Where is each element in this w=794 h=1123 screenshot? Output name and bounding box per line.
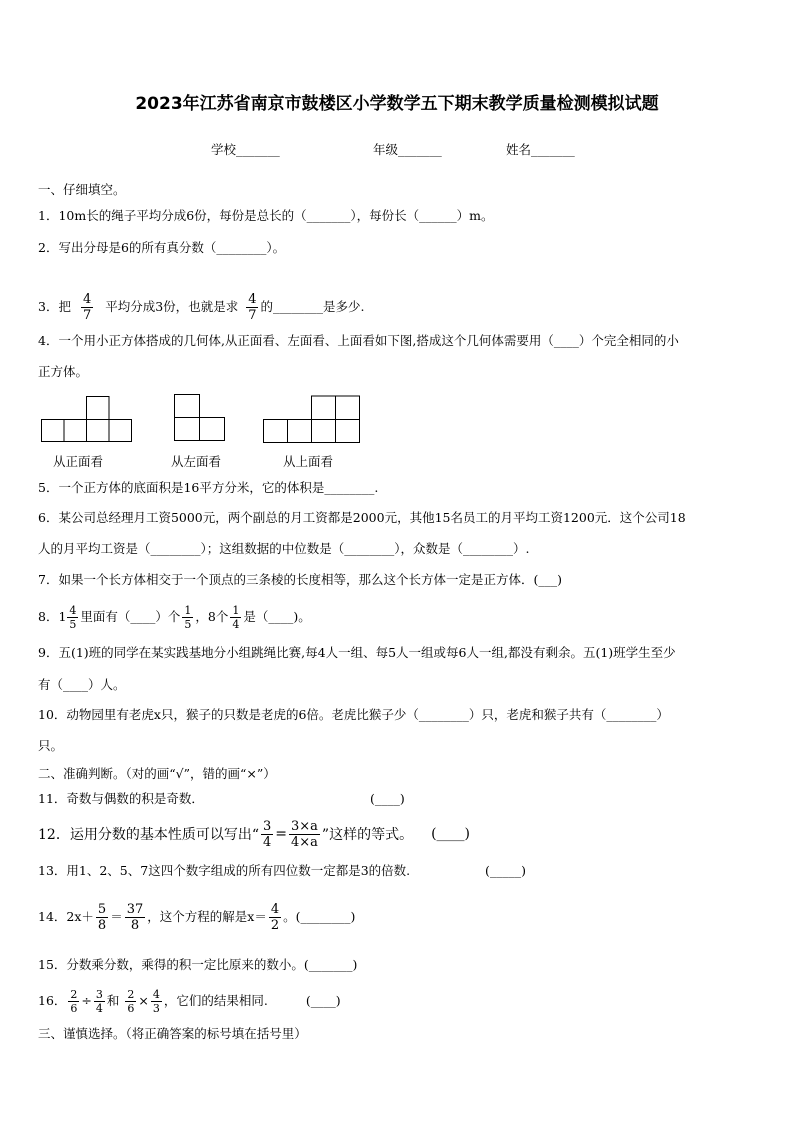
q14-suffix: 。(________) [283,909,356,924]
q14-fraction-2: $\frac{37}{8}$ [126,901,144,933]
q12-fraction-2: $\frac{3\times a}{4\times a}$ [291,818,318,850]
question-8 [38,600,311,634]
question-4-line1: 4．一个用小正方体搭成的几何体,从正面看、左面看、上面看如下图,搭成这个几何体需要用（____）个完全相同的小 [38,333,679,348]
q14-equals: ＝ [110,909,123,924]
q3-fraction-2: $\frac{4}{7}$ [248,291,257,323]
question-15: 15．分数乘分数，乘得的积一定比原来的数小。(_______) [38,957,358,972]
q12-answer-blank: (____) [431,826,471,842]
question-12 [38,814,470,854]
q14-fraction-1: $\frac{5}{8}$ [97,901,107,933]
question-16 [38,983,341,1019]
q14-middle: ，这个方程的解是x＝ [147,909,267,924]
q16-prefix: 16． [38,993,67,1008]
question-11: 11．奇数与偶数的积是奇数． [38,791,204,806]
left-view-label: 从左面看 [171,454,222,469]
q16-fraction-4: $\frac{4}{3}$ [152,987,160,1015]
q3-suffix: 的________是多少. [260,299,365,314]
q13-answer-blank: (_____) [485,863,527,878]
q12-prefix: 12．运用分数的基本性质可以写出“ [38,827,259,843]
question-9-line1: 9．五(1)班的同学在某实践基地分小组跳绳比赛,每4人一组、每5人一组或每6人一组,都没有剩余。五(1)班学生至少 [38,645,676,660]
q8-prefix: 8．1 [38,609,67,624]
question-6-line1: 6．某公司总经理月工资5000元，两个副总的月工资都是2000元，其他15名员工的月平均工资1200元．这个公司18 [38,510,686,525]
front-view-label: 从正面看 [53,454,104,469]
question-14 [38,897,355,937]
question-7: 7．如果一个长方体相交于一个顶点的三条棱的长度相等，那么这个长方体一定是正方体．(___) [38,572,562,587]
grade-field: 年级_______ [373,142,442,157]
top-view-diagram [263,395,361,444]
left-view-diagram [174,394,226,442]
front-view-diagram [41,396,133,443]
top-view-label: 从上面看 [283,454,334,469]
q3-middle: 平均分成3份，也就是求 [105,299,239,314]
question-4-line2: 正方体。 [38,364,89,379]
q16-answer-blank: (____) [305,993,341,1008]
question-2: 2．写出分母是6的所有真分数（________）。 [38,240,286,255]
question-9-line2: 有（____）人。 [38,677,126,692]
q12-suffix: ”这样的等式。 [321,827,414,843]
q16-fraction-1: $\frac{2}{6}$ [70,987,78,1015]
page-title: 2023年江苏省南京市鼓楼区小学数学五下期末教学质量检测模拟试题 [135,94,659,114]
q8-fraction-2: $\frac{1}{5}$ [184,603,192,631]
q12-equals: = [275,826,287,842]
question-5: 5．一个正方体的底面积是16平方分米，它的体积是________. [38,480,379,495]
name-field: 姓名_______ [506,142,575,157]
q16-suffix: ，它们的结果相同. [163,993,268,1008]
q14-fraction-3: $\frac{4}{2}$ [270,901,280,933]
q11-answer-blank: (____) [370,791,405,806]
question-6-line2: 人的月平均工资是（________）；这组数据的中位数是（________），众数是（________）. [38,541,530,556]
question-10-line1: 10．动物园里有老虎x只，猴子的只数是老虎的6倍。老虎比猴子少（________）只，老虎和猴子共有（________） [38,707,669,722]
question-13: 13．用1、2、5、7这四个数字组成的所有四位数一定都是3的倍数. [38,863,411,878]
q8-fraction-1: $\frac{4}{5}$ [69,603,77,631]
question-1: 1．10m长的绳子平均分成6份，每份是总长的（_______），每份长（______）m。 [38,208,494,223]
q16-multiply: × [138,993,149,1008]
school-field: 学校_______ [211,142,280,157]
section-heading-1: 一、仔细填空。 [38,182,126,197]
q16-divide: ÷ [81,993,92,1008]
q8-middle-1: 里面有（____）个 [80,609,181,624]
q3-fraction: $\frac{4}{7}$ [82,291,92,323]
question-10-line2: 只。 [38,738,64,753]
q8-middle-2: ，8个 [195,609,229,624]
q8-suffix: 是（____)。 [243,609,311,624]
section-heading-3: 三、谨慎选择。（将正确答案的标号填在括号里） [38,1026,307,1041]
section-heading-2: 二、准确判断。（对的画“√”，错的画“×”） [38,766,276,781]
q16-and: 和 [106,993,120,1008]
q14-prefix: 14．2x＋ [38,909,94,924]
q16-fraction-3: $\frac{2}{6}$ [127,987,135,1015]
q3-prefix: 3．把 [38,299,71,314]
q12-fraction-1: $\frac{3}{4}$ [262,818,272,850]
q16-fraction-2: $\frac{3}{4}$ [95,987,103,1015]
question-3 [38,284,364,330]
q8-fraction-3: $\frac{1}{4}$ [232,603,240,631]
